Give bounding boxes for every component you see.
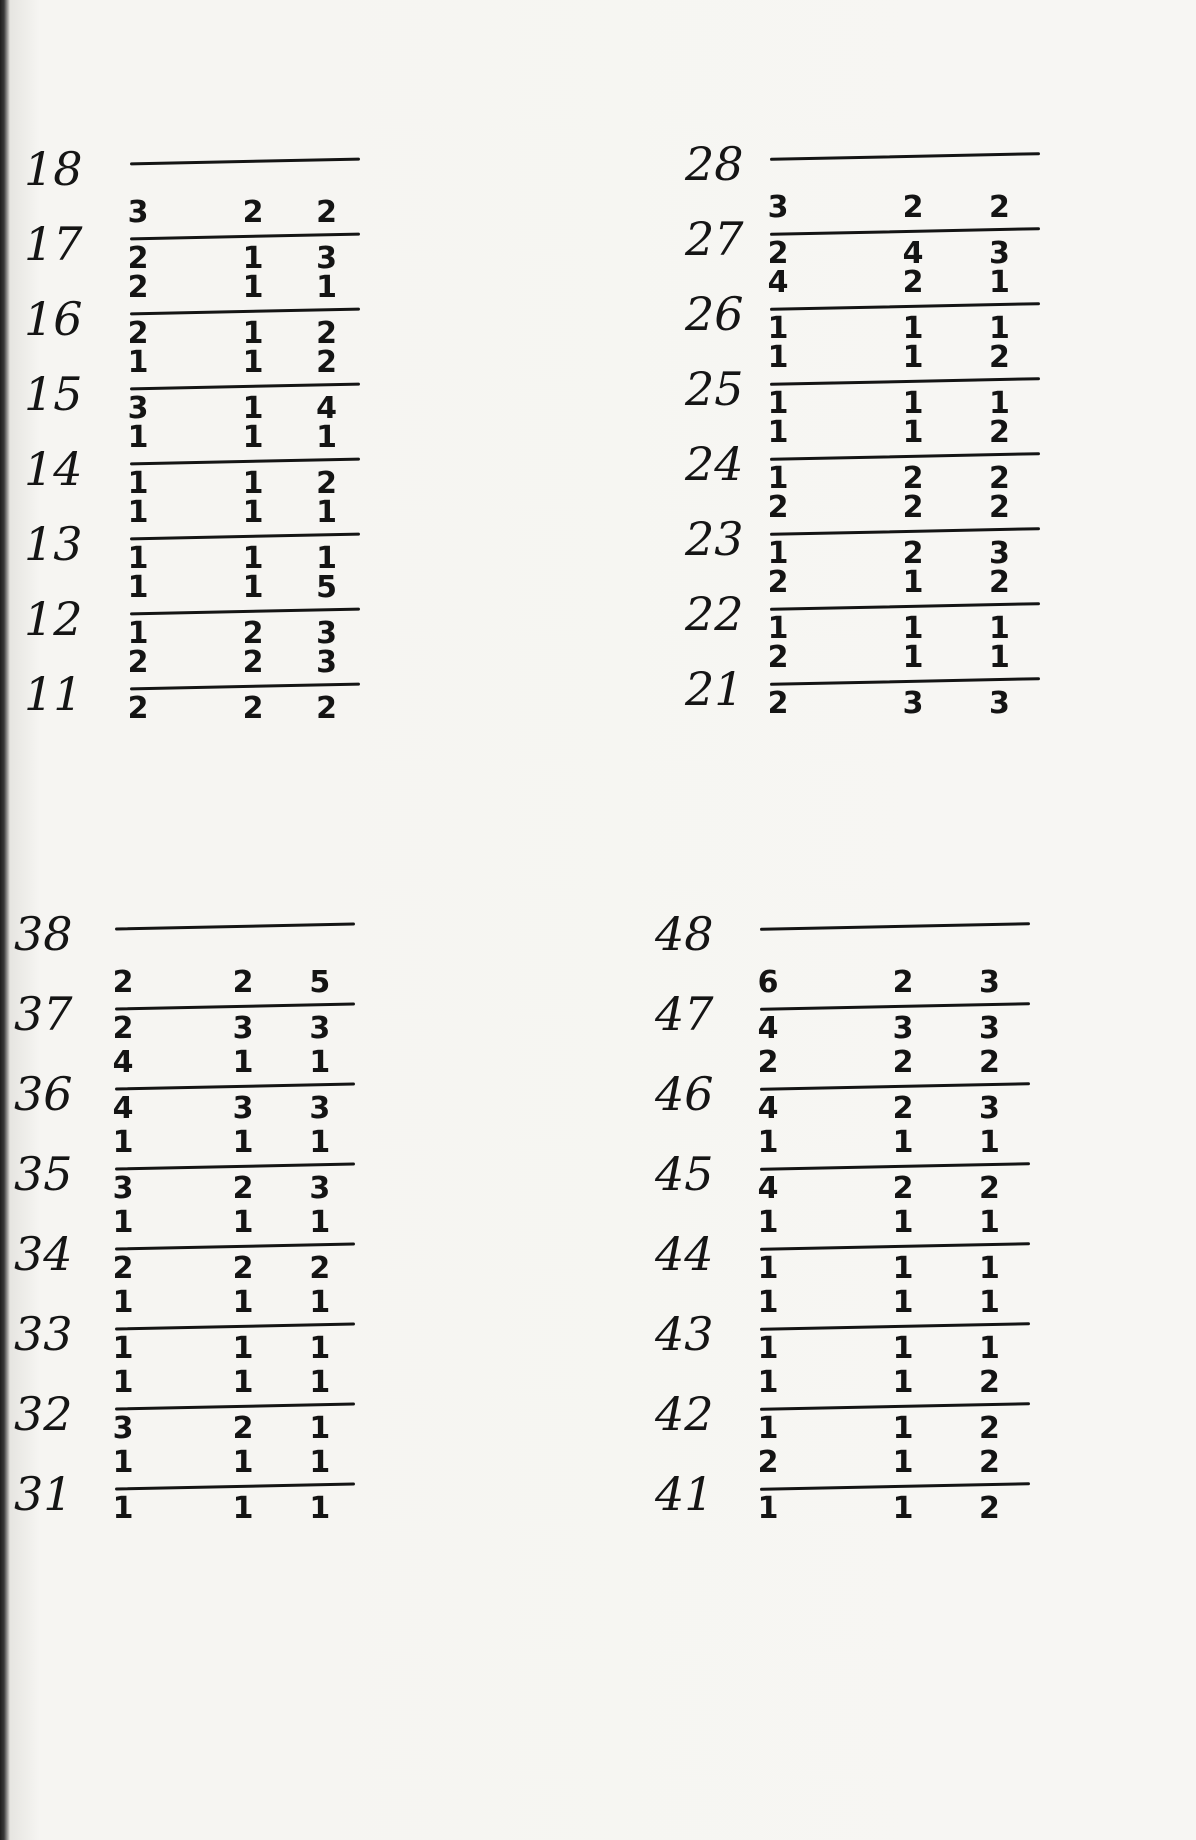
tooth-number: 17: [24, 217, 83, 271]
lingual-value: 2: [978, 1411, 1000, 1446]
lingual-value: 4: [757, 1171, 779, 1206]
lingual-value: 2: [232, 1171, 254, 1206]
buccal-value: 2: [242, 195, 264, 230]
lingual-value: 1: [767, 536, 789, 571]
pocket-row: [112, 1125, 355, 1211]
buccal-value: 1: [988, 265, 1010, 300]
tooth-number: 24: [685, 437, 744, 491]
buccal-value: 2: [988, 190, 1010, 225]
tooth-number: 33: [14, 1307, 73, 1361]
lingual-value: 1: [127, 466, 149, 501]
lingual-value: 1: [767, 311, 789, 346]
buccal-value: 1: [892, 1285, 914, 1320]
buccal-value: 1: [892, 1365, 914, 1400]
lingual-value: 1: [242, 316, 264, 351]
pocket-row: [112, 1045, 355, 1131]
buccal-value: 1: [242, 270, 264, 305]
divider-line: [115, 1482, 355, 1490]
lingual-value: 3: [232, 1091, 254, 1126]
pocket-row: [757, 1365, 1030, 1451]
lingual-value: 1: [112, 1331, 134, 1366]
lingual-value: 2: [232, 1251, 254, 1286]
buccal-value: 1: [242, 495, 264, 530]
lingual-value: 3: [978, 1091, 1000, 1126]
buccal-value: 1: [902, 640, 924, 675]
lingual-value: 1: [309, 1491, 331, 1526]
lingual-value: 3: [988, 686, 1010, 721]
pocket-row: [770, 115, 1040, 201]
pocket-row: [127, 270, 360, 356]
pocket-row: [767, 415, 1040, 501]
divider-line: [130, 158, 360, 166]
buccal-value: 2: [988, 415, 1010, 450]
buccal-value: 1: [316, 420, 338, 455]
tooth-number: 15: [24, 367, 83, 421]
tooth-number: 28: [685, 137, 744, 191]
buccal-value: 2: [316, 195, 338, 230]
lingual-value: 3: [309, 1011, 331, 1046]
buccal-value: 1: [902, 565, 924, 600]
divider-line: [770, 302, 1040, 311]
divider-line: [130, 533, 360, 541]
lingual-value: 3: [309, 1091, 331, 1126]
buccal-value: 1: [232, 1445, 254, 1480]
buccal-value: 1: [127, 420, 149, 455]
buccal-value: 1: [127, 495, 149, 530]
buccal-value: 2: [242, 645, 264, 680]
tooth-number: 32: [14, 1387, 73, 1441]
divider-line: [770, 377, 1040, 386]
buccal-value: 2: [232, 965, 254, 1000]
lingual-value: 1: [902, 386, 924, 421]
divider-line: [760, 1242, 1030, 1251]
divider-line: [770, 527, 1040, 536]
buccal-value: 1: [978, 1125, 1000, 1160]
tooth-number: 36: [14, 1067, 73, 1121]
lingual-value: 1: [988, 386, 1010, 421]
buccal-value: 1: [316, 270, 338, 305]
tooth-number: 18: [24, 142, 83, 196]
buccal-value: 2: [892, 1045, 914, 1080]
lingual-value: 2: [242, 616, 264, 651]
lingual-value: 4: [902, 236, 924, 271]
buccal-value: 6: [757, 965, 779, 1000]
tooth-number: 26: [685, 287, 744, 341]
buccal-value: 1: [232, 1285, 254, 1320]
lingual-value: 1: [892, 1411, 914, 1446]
lingual-value: 4: [757, 1011, 779, 1046]
lingual-value: 1: [892, 1331, 914, 1366]
tooth-number: 25: [685, 362, 744, 416]
buccal-value: 2: [978, 1365, 1000, 1400]
tooth-number: 46: [655, 1067, 714, 1121]
lingual-value: 2: [127, 316, 149, 351]
pocket-row: [127, 645, 360, 731]
lingual-value: 2: [112, 1251, 134, 1286]
divider-line: [115, 1322, 355, 1330]
lingual-value: 1: [767, 611, 789, 646]
pocket-row: [767, 565, 1040, 651]
buccal-value: 3: [127, 195, 149, 230]
lingual-value: 3: [112, 1171, 134, 1206]
buccal-value: 1: [902, 340, 924, 375]
lingual-value: 3: [232, 1011, 254, 1046]
pocket-row: [127, 345, 360, 431]
divider-line: [760, 1162, 1030, 1171]
lingual-value: 2: [316, 691, 338, 726]
lingual-value: 1: [757, 1411, 779, 1446]
buccal-value: 1: [232, 1045, 254, 1080]
buccal-value: 4: [112, 1045, 134, 1080]
lingual-value: 3: [902, 686, 924, 721]
buccal-value: 1: [242, 570, 264, 605]
buccal-value: 1: [978, 1285, 1000, 1320]
pocket-row: [767, 340, 1040, 426]
lingual-value: 2: [112, 1011, 134, 1046]
lingual-value: 2: [978, 1171, 1000, 1206]
lingual-value: 1: [892, 1251, 914, 1286]
lingual-value: 2: [902, 536, 924, 571]
lingual-value: 2: [316, 316, 338, 351]
buccal-value: 1: [767, 340, 789, 375]
lingual-value: 1: [978, 1331, 1000, 1366]
lingual-value: 2: [988, 461, 1010, 496]
tooth-number: 27: [685, 212, 744, 266]
pocket-row: [767, 640, 1040, 726]
divider-line: [760, 1002, 1030, 1011]
divider-line: [760, 1082, 1030, 1091]
buccal-value: 2: [988, 565, 1010, 600]
lingual-value: 2: [978, 1491, 1000, 1526]
lingual-value: 2: [316, 466, 338, 501]
buccal-value: 1: [232, 1205, 254, 1240]
pocket-row: [115, 885, 355, 971]
divider-line: [770, 152, 1040, 161]
pocket-row: [127, 570, 360, 656]
lingual-value: 1: [127, 541, 149, 576]
buccal-value: 2: [757, 1445, 779, 1480]
lingual-value: 1: [112, 1491, 134, 1526]
lingual-value: 1: [232, 1491, 254, 1526]
buccal-value: 1: [309, 1365, 331, 1400]
buccal-value: 1: [902, 415, 924, 450]
lingual-value: 4: [112, 1091, 134, 1126]
pocket-row: [112, 1285, 355, 1371]
buccal-value: 1: [988, 640, 1010, 675]
lingual-value: 1: [309, 1411, 331, 1446]
buccal-value: 3: [978, 965, 1000, 1000]
lingual-value: 1: [767, 386, 789, 421]
buccal-value: 2: [767, 490, 789, 525]
lingual-value: 1: [232, 1331, 254, 1366]
lingual-value: 3: [112, 1411, 134, 1446]
tooth-number: 44: [655, 1227, 714, 1281]
lingual-value: 1: [242, 466, 264, 501]
tooth-number: 47: [655, 987, 714, 1041]
buccal-value: 2: [892, 965, 914, 1000]
buccal-value: 1: [892, 1445, 914, 1480]
pocket-row: [767, 190, 1040, 276]
divider-line: [130, 458, 360, 466]
buccal-value: 2: [902, 490, 924, 525]
lingual-value: 1: [988, 611, 1010, 646]
divider-line: [770, 677, 1040, 686]
buccal-value: 1: [242, 345, 264, 380]
pocket-row: [757, 1125, 1030, 1211]
tooth-number: 11: [24, 667, 83, 721]
buccal-value: 1: [309, 1045, 331, 1080]
lingual-value: 1: [309, 1331, 331, 1366]
lingual-value: 1: [902, 611, 924, 646]
lingual-value: 2: [127, 691, 149, 726]
buccal-value: 5: [316, 570, 338, 605]
tooth-number: 48: [655, 907, 714, 961]
buccal-value: 1: [757, 1205, 779, 1240]
buccal-value: 1: [757, 1365, 779, 1400]
lingual-value: 3: [978, 1011, 1000, 1046]
divider-line: [115, 1082, 355, 1090]
lingual-value: 1: [242, 391, 264, 426]
buccal-value: 2: [767, 640, 789, 675]
tooth-number: 35: [14, 1147, 73, 1201]
buccal-value: 2: [978, 1045, 1000, 1080]
lingual-value: 4: [757, 1091, 779, 1126]
buccal-value: 2: [978, 1445, 1000, 1480]
buccal-value: 2: [112, 965, 134, 1000]
buccal-value: 1: [309, 1205, 331, 1240]
divider-line: [770, 452, 1040, 461]
lingual-value: 1: [242, 541, 264, 576]
pocket-row: [757, 1205, 1030, 1291]
divider-line: [130, 683, 360, 691]
buccal-value: 1: [757, 1125, 779, 1160]
tooth-number: 38: [14, 907, 73, 961]
divider-line: [115, 1402, 355, 1410]
tooth-number: 45: [655, 1147, 714, 1201]
lingual-value: 1: [902, 311, 924, 346]
divider-line: [130, 233, 360, 241]
divider-line: [770, 227, 1040, 236]
buccal-value: 1: [112, 1125, 134, 1160]
tooth-number: 21: [685, 662, 744, 716]
lingual-value: 2: [767, 236, 789, 271]
lingual-value: 3: [316, 241, 338, 276]
divider-line: [115, 1162, 355, 1170]
tooth-number: 14: [24, 442, 83, 496]
divider-line: [115, 922, 355, 930]
buccal-value: 1: [309, 1445, 331, 1480]
tooth-number: 42: [655, 1387, 714, 1441]
lingual-value: 3: [127, 391, 149, 426]
tooth-number: 22: [685, 587, 744, 641]
pocket-row: [112, 1445, 355, 1531]
lingual-value: 4: [316, 391, 338, 426]
buccal-value: 1: [127, 570, 149, 605]
pocket-row: [112, 1365, 355, 1451]
buccal-value: 4: [767, 265, 789, 300]
tooth-number: 23: [685, 512, 744, 566]
pocket-row: [130, 120, 360, 206]
buccal-value: 5: [309, 965, 331, 1000]
divider-line: [770, 602, 1040, 611]
lingual-value: 1: [757, 1251, 779, 1286]
buccal-value: 2: [988, 340, 1010, 375]
lingual-value: 3: [309, 1171, 331, 1206]
tooth-number: 16: [24, 292, 83, 346]
buccal-value: 2: [127, 270, 149, 305]
buccal-value: 1: [232, 1125, 254, 1160]
pocket-row: [767, 490, 1040, 576]
buccal-value: 3: [767, 190, 789, 225]
buccal-value: 3: [316, 645, 338, 680]
divider-line: [760, 1322, 1030, 1331]
lingual-value: 2: [902, 461, 924, 496]
buccal-value: 1: [242, 420, 264, 455]
lingual-value: 2: [232, 1411, 254, 1446]
buccal-value: 1: [232, 1365, 254, 1400]
divider-line: [130, 608, 360, 616]
buccal-value: 1: [112, 1205, 134, 1240]
divider-line: [760, 1482, 1030, 1491]
lingual-value: 1: [316, 541, 338, 576]
lingual-value: 1: [242, 241, 264, 276]
lingual-value: 3: [988, 536, 1010, 571]
buccal-value: 1: [892, 1205, 914, 1240]
buccal-value: 2: [127, 645, 149, 680]
lingual-value: 2: [892, 1091, 914, 1126]
buccal-value: 2: [902, 190, 924, 225]
divider-line: [760, 922, 1030, 931]
pocket-row: [127, 195, 360, 281]
tooth-number: 34: [14, 1227, 73, 1281]
pocket-row: [767, 265, 1040, 351]
lingual-value: 3: [988, 236, 1010, 271]
lingual-value: 1: [757, 1331, 779, 1366]
buccal-value: 1: [978, 1205, 1000, 1240]
tooth-number: 43: [655, 1307, 714, 1361]
buccal-value: 1: [892, 1125, 914, 1160]
lingual-value: 2: [892, 1171, 914, 1206]
divider-line: [115, 1242, 355, 1250]
pocket-row: [112, 1205, 355, 1291]
buccal-value: 1: [127, 345, 149, 380]
buccal-value: 1: [309, 1125, 331, 1160]
pocket-row: [757, 965, 1030, 1051]
buccal-value: 1: [767, 415, 789, 450]
buccal-value: 1: [112, 1445, 134, 1480]
pocket-row: [757, 1285, 1030, 1371]
tooth-number: 31: [14, 1467, 73, 1521]
buccal-value: 1: [316, 495, 338, 530]
buccal-value: 2: [757, 1045, 779, 1080]
lingual-value: 1: [988, 311, 1010, 346]
lingual-value: 1: [767, 461, 789, 496]
divider-line: [115, 1002, 355, 1010]
tooth-number: 41: [655, 1467, 714, 1521]
lingual-value: 3: [316, 616, 338, 651]
pocket-row: [757, 1045, 1030, 1131]
lingual-value: 2: [127, 241, 149, 276]
lingual-value: 2: [242, 691, 264, 726]
buccal-value: 2: [767, 565, 789, 600]
buccal-value: 2: [988, 490, 1010, 525]
buccal-value: 1: [757, 1285, 779, 1320]
pocket-row: [112, 965, 355, 1051]
divider-line: [130, 383, 360, 391]
lingual-value: 1: [892, 1491, 914, 1526]
pocket-row: [757, 1445, 1030, 1531]
divider-line: [760, 1402, 1030, 1411]
buccal-value: 2: [316, 345, 338, 380]
tooth-number: 13: [24, 517, 83, 571]
lingual-value: 2: [767, 686, 789, 721]
divider-line: [130, 308, 360, 316]
lingual-value: 2: [309, 1251, 331, 1286]
lingual-value: 3: [892, 1011, 914, 1046]
lingual-value: 1: [978, 1251, 1000, 1286]
pocket-row: [127, 420, 360, 506]
tooth-number: 37: [14, 987, 73, 1041]
buccal-value: 1: [309, 1285, 331, 1320]
lingual-value: 1: [127, 616, 149, 651]
buccal-value: 2: [902, 265, 924, 300]
pocket-row: [127, 495, 360, 581]
pocket-row: [760, 885, 1030, 971]
lingual-value: 1: [757, 1491, 779, 1526]
buccal-value: 1: [112, 1285, 134, 1320]
tooth-number: 12: [24, 592, 83, 646]
buccal-value: 1: [112, 1365, 134, 1400]
